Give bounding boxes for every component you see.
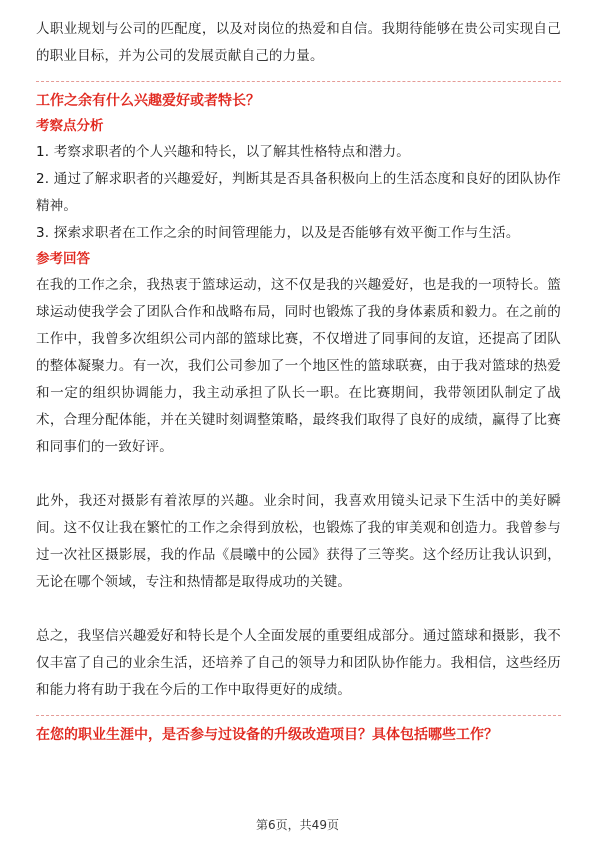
answer-heading: 参考回答: [36, 251, 90, 267]
document-page: [36, 16, 561, 748]
analysis-item: 1. 考察求职者的个人兴趣和特长，以了解其性格特点和潜力。: [36, 144, 410, 160]
paragraph-spacer: [36, 461, 561, 488]
analysis-item: 2. 通过了解求职者的兴趣爱好，判断其是否具备积极向上的生活态度和良好的团队协作精神。: [36, 171, 561, 214]
analysis-heading: 考察点分析: [36, 118, 104, 134]
analysis-item: 3. 探索求职者在工作之余的时间管理能力，以及是否能够有效平衡工作与生活。: [36, 225, 520, 241]
paragraph-spacer: [36, 596, 561, 623]
question-heading: 在您的职业生涯中，是否参与过设备的升级改造项目？具体包括哪些工作？: [36, 727, 498, 743]
question-heading: 工作之余有什么兴趣爱好或者特长？: [36, 93, 260, 109]
page-number: 第6页，共49页: [256, 818, 339, 832]
intro-paragraph: 人职业规划与公司的匹配度，以及对岗位的热爱和自信。我期待能够在贵公司实现自己的职业目标，并为公司的发展贡献自己的力量。: [36, 21, 561, 64]
answer-paragraph: 此外，我还对摄影有着浓厚的兴趣。业余时间，我喜欢用镜头记录下生活中的美好瞬间。这不仅让我在繁忙的工作之余得到放松，也锻炼了我的审美观和创造力。我曾参与过一次社区摄影展，我的作品《晨曦中的公园》获得了三等奖。这个经历让我认识到，无论在哪个领域，专注和热情都是取得成功的关键。: [36, 493, 561, 590]
section-divider: [36, 81, 561, 82]
answer-paragraph: 在我的工作之余，我热衷于篮球运动，这不仅是我的兴趣爱好，也是我的一项特长。篮球运动使我学会了团队合作和战略布局，同时也锻炼了我的身体素质和毅力。在之前的工作中，我曾多次组织公司内部的篮球比赛，不仅增进了同事间的友谊，还提高了团队的整体凝聚力。有一次，我们公司参加了一个地区性的篮球联赛，由于我对篮球的热爱和一定的组织协调能力，我主动承担了队长一职。在比赛期间，我带领团队制定了战术，合理分配体能，并在关键时刻调整策略，最终我们取得了良好的成绩，赢得了比赛和同事们的一致好评。: [36, 277, 561, 455]
section-divider: [36, 715, 561, 716]
answer-paragraph: 总之，我坚信兴趣爱好和特长是个人全面发展的重要组成部分。通过篮球和摄影，我不仅丰富了自己的业余生活，还培养了自己的领导力和团队协作能力。我相信，这些经历和能力将有助于我在今后的工作中取得更好的成绩。: [36, 628, 561, 698]
